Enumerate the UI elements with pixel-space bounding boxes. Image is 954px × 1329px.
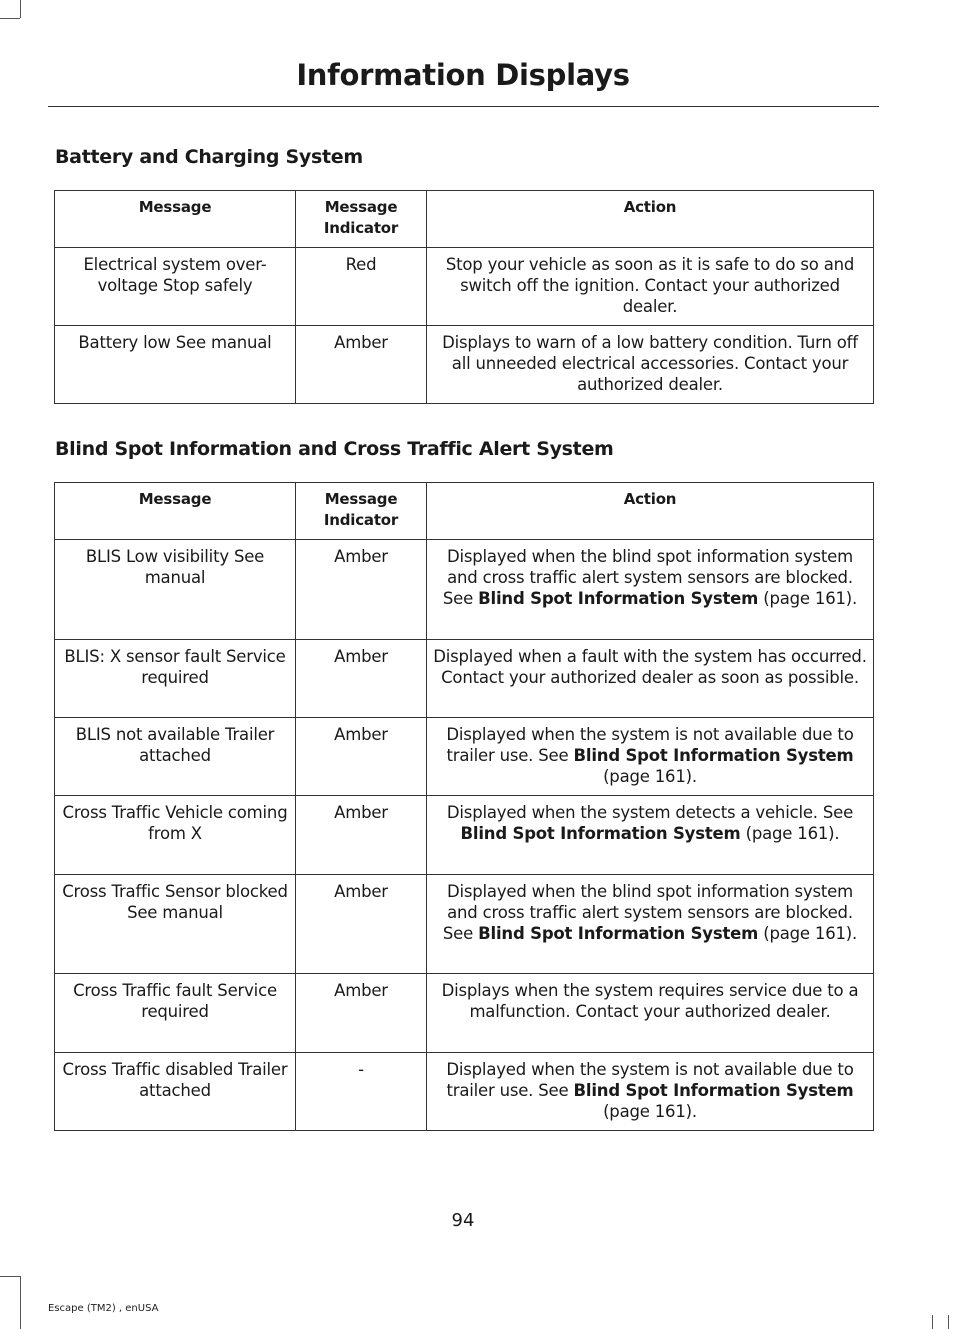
action-reference: Blind Spot Information System (573, 746, 854, 765)
action-reference: Blind Spot Information System (460, 824, 741, 843)
action-cell (427, 875, 874, 974)
indicator-cell: Amber (296, 875, 427, 974)
action-cell (427, 640, 874, 718)
title-divider (48, 106, 879, 107)
action-text: Displays to warn of a low battery condition. Turn off all unneeded electrical accessories. Contact your authorized dealer. (442, 333, 858, 394)
message-cell: Cross Traffic Sensor blocked See manual (55, 875, 296, 974)
action-suffix: (page 161). (758, 924, 858, 943)
message-cell: Cross Traffic fault Service required (55, 974, 296, 1053)
indicator-cell: Red (296, 248, 427, 326)
indicator-cell: Amber (296, 540, 427, 640)
action-reference: Blind Spot Information System (573, 1081, 854, 1100)
table-header-row (55, 483, 874, 540)
crop-mark-bottom-left-v (20, 1276, 21, 1329)
action-cell (427, 248, 874, 326)
column-header-message: Message (55, 191, 296, 248)
table-header-row (55, 191, 874, 248)
action-text: Displayed when a fault with the system has occurred. Contact your authorized dealer as soon as possible. (433, 647, 867, 687)
table-row (55, 326, 874, 404)
action-suffix: (page 161). (603, 1102, 697, 1121)
message-cell: BLIS not available Trailer attached (55, 718, 296, 796)
section-heading-blind-spot: Blind Spot Information and Cross Traffic Alert System (55, 438, 614, 460)
table-row (55, 640, 874, 718)
action-cell (427, 796, 874, 875)
action-cell (427, 718, 874, 796)
footer-document-id: Escape (TM2) , enUSA (48, 1303, 159, 1314)
message-cell: Battery low See manual (55, 326, 296, 404)
action-text: Stop your vehicle as soon as it is safe to do so and switch off the ignition. Contact your authorized dealer. (445, 255, 855, 316)
table-row (55, 1053, 874, 1131)
action-suffix: (page 161). (740, 824, 840, 843)
action-cell (427, 974, 874, 1053)
blind-spot-table (54, 482, 874, 1131)
indicator-cell: Amber (296, 326, 427, 404)
table-row (55, 248, 874, 326)
action-text: Displayed when the blind spot information system and cross traffic alert system sensors are blocked. See (442, 882, 854, 943)
action-cell (427, 1053, 874, 1131)
indicator-cell: Amber (296, 796, 427, 875)
section-heading-battery: Battery and Charging System (55, 146, 363, 168)
action-cell (427, 326, 874, 404)
message-cell: BLIS Low visibility See manual (55, 540, 296, 640)
action-reference: Blind Spot Information System (478, 924, 759, 943)
column-header-message: Message (55, 483, 296, 540)
column-header-indicator: Message Indicator (296, 191, 427, 248)
indicator-cell: - (296, 1053, 427, 1131)
message-cell: BLIS: X sensor fault Service required (55, 640, 296, 718)
battery-table (54, 190, 874, 404)
table-row (55, 540, 874, 640)
message-cell: Electrical system over-voltage Stop safely (55, 248, 296, 326)
table-row (55, 974, 874, 1053)
crop-mark-bottom-right-v1 (932, 1315, 933, 1329)
crop-mark-bottom-left-h (0, 1276, 20, 1277)
message-cell: Cross Traffic disabled Trailer attached (55, 1053, 296, 1131)
action-cell (427, 540, 874, 640)
action-reference: Blind Spot Information System (478, 589, 759, 608)
message-cell: Cross Traffic Vehicle coming from X (55, 796, 296, 875)
action-text: Displayed when the system is not available due to trailer use. See (446, 1060, 854, 1100)
action-suffix: (page 161). (758, 589, 858, 608)
action-text: Displayed when the blind spot information system and cross traffic alert system sensors are blocked. See (442, 547, 854, 608)
indicator-cell: Amber (296, 974, 427, 1053)
crop-mark-top-left-v (20, 0, 21, 18)
table-row (55, 875, 874, 974)
table-row (55, 796, 874, 875)
column-header-action: Action (427, 483, 874, 540)
action-text: Displayed when the system is not available due to trailer use. See (446, 725, 854, 765)
crop-mark-bottom-right-v2 (948, 1315, 949, 1329)
indicator-cell: Amber (296, 718, 427, 796)
crop-mark-top-left-h (0, 18, 20, 19)
column-header-action: Action (427, 191, 874, 248)
indicator-cell: Amber (296, 640, 427, 718)
column-header-indicator: Message Indicator (296, 483, 427, 540)
table-row (55, 718, 874, 796)
action-suffix: (page 161). (603, 767, 697, 786)
action-text: Displayed when the system detects a vehicle. See (446, 803, 854, 822)
page-title: Information Displays (296, 58, 630, 92)
page-number: 94 (451, 1210, 475, 1231)
action-text: Displays when the system requires service due to a malfunction. Contact your authorized dealer. (441, 981, 859, 1021)
